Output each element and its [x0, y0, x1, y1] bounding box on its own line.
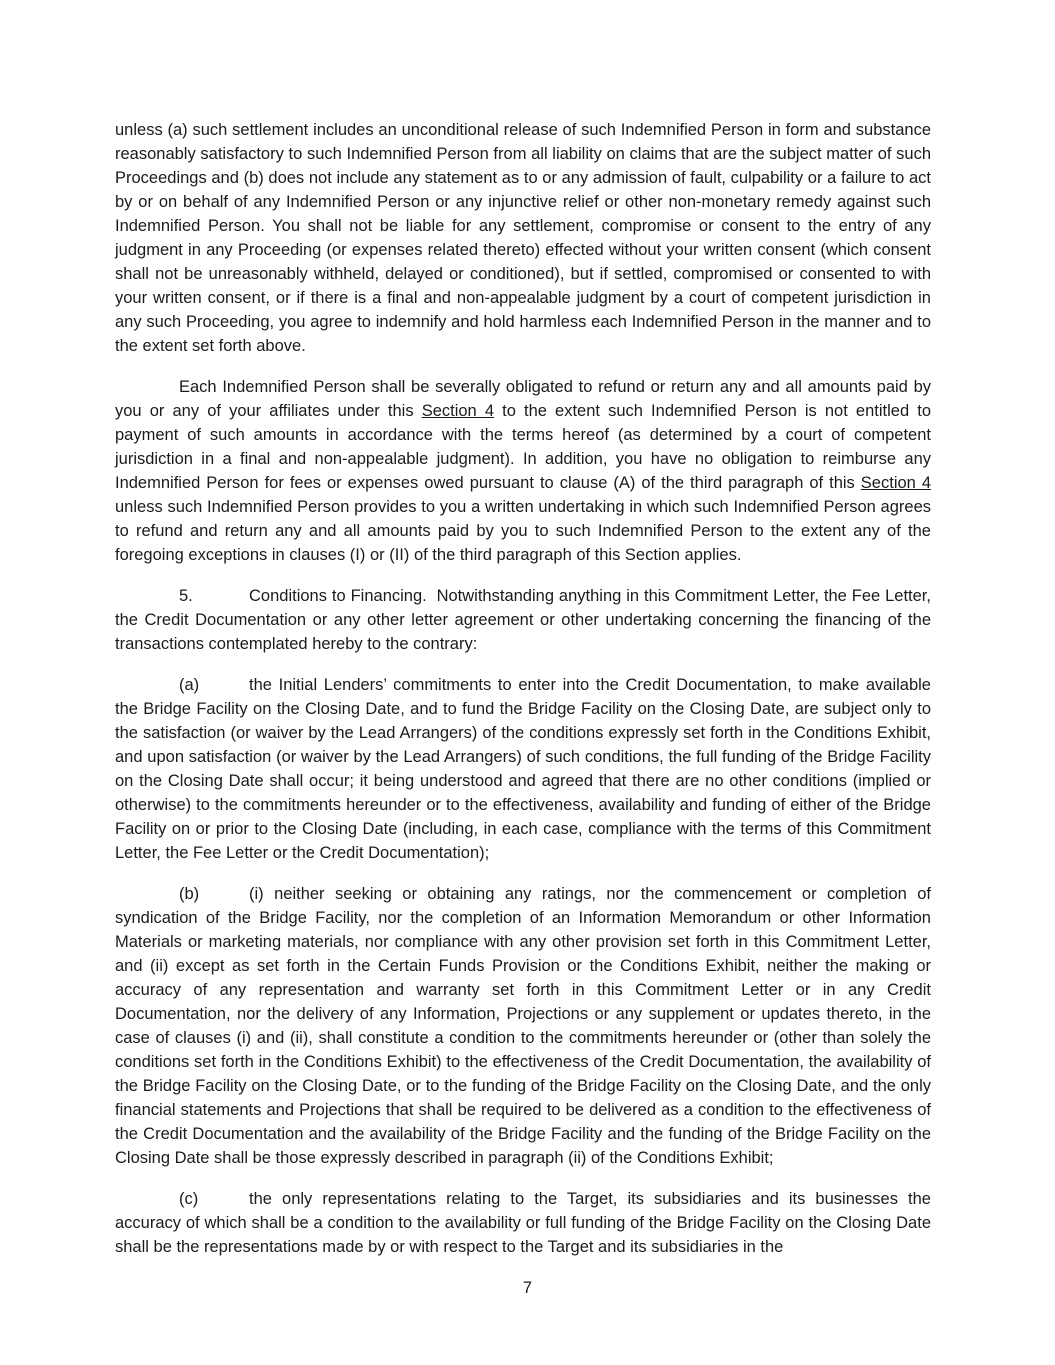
page-number: 7 [522, 1279, 533, 1297]
section-4-reference-2: Section 4 [860, 474, 932, 492]
refund-text-before: Each Indemnified Person shall be severally obligated to refund or return any and all amounts paid by you or any of your affiliates under this [115, 378, 931, 420]
paragraph-clause-b [115, 882, 931, 1170]
paragraph-section-5 [115, 584, 931, 656]
clause-b-label: (b) [179, 885, 200, 903]
paragraph-indemnification-continued: unless (a) such settlement includes an unconditional release of such Indemnified Person in form and substance reasonably satisfactory to such Indemnified Person from all liability on claims that are the subject matter of such Proceedings and (b) does not include any statement as to or any admission of fault, culpability or a failure to act by or on behalf of any Indemnified Person or any injunctive relief or other non-monetary remedy against such Indemnified Person. You shall not be liable for any settlement, compromise or consent to the entry of any judgment in any Proceeding (or expenses related thereto) effected without your written consent (which consent shall not be unreasonably withheld, delayed or conditioned), but if settled, compromised or consented to with your written consent, or if there is a final and non-appealable judgment by a court of competent jurisdiction in any such Proceeding, you agree to indemnify and hold harmless each Indemnified Person in the manner and to the extent set forth above. [115, 121, 931, 355]
section-5-number: 5. [179, 587, 193, 605]
clause-a-label: (a) [179, 676, 200, 694]
clause-b-text: (i) neither seeking or obtaining any ratings, nor the commencement or completion of syndication of the Bridge Facility, nor the completion of an Information Memorandum or other Information Materials or marketing materials, nor compliance with any other provision set forth in this Commitment Letter, and (ii) except as set forth in the Certain Funds Provision or the Conditions Exhibit, neither the making or accuracy of any representation and warranty set forth in this Commitment Letter or in any Credit Documentation, nor the delivery of any Information, Projections or any supplement or updates thereto, in the case of clauses (i) and (ii), shall constitute a condition to the commitments hereunder or (other than solely the conditions set forth in the Conditions Exhibit) to the effectiveness of the Credit Documentation, the availability of the Bridge Facility on the Closing Date, or to the funding of the Bridge Facility on the Closing Date, and the only financial statements and Projections that shall be required to be delivered as a condition to the effectiveness of the Credit Documentation and the availability of the Bridge Facility and the funding of the Bridge Facility on the Closing Date shall be those expressly described in paragraph (ii) of the Conditions Exhibit; [115, 885, 931, 1167]
section-4-reference-1: Section 4 [421, 402, 495, 420]
refund-text-middle: to the extent such Indemnified Person is not entitled to payment of such amounts in accordance with the terms hereof (as determined by a court of competent jurisdiction in a final and non-appealable judgment). In addition, you have no obligation to reimburse any Indemnified Person for fees or expenses owed pursuant to clause (A) of the third paragraph of this [115, 402, 931, 492]
paragraph-clause-a [115, 673, 931, 865]
clause-c-label: (c) [179, 1190, 199, 1208]
refund-text-after: unless such Indemnified Person provides to you a written undertaking in which such Indemnified Person agrees to refund and return any and all amounts paid by you to such Indemnified Person to the extent any of the foregoing exceptions in clauses (I) or (II) of the third paragraph of this Section applies. [115, 498, 931, 564]
clause-c-text: the only representations relating to the Target, its subsidiaries and its businesses the accuracy of which shall be a condition to the availability or full funding of the Bridge Facility on the Closing Date shall be the representations made by or with respect to the Target and its subsidiaries in the [115, 1190, 931, 1256]
section-5-heading: Conditions to Financing. [249, 587, 427, 605]
paragraph-clause-c [115, 1187, 931, 1259]
section-5-body: Notwithstanding anything in this Commitment Letter, the Fee Letter, the Credit Documentation or any other letter agreement or other undertaking concerning the financing of the transactions contemplated hereby to the contrary: [115, 587, 931, 653]
paragraph-refund-obligation [115, 375, 931, 567]
document-content [115, 118, 931, 1259]
clause-a-text: the Initial Lenders’ commitments to enter into the Credit Documentation, to make available the Bridge Facility on the Closing Date, and to fund the Bridge Facility on the Closing Date, are subject only to the satisfaction (or waiver by the Lead Arrangers) of the conditions expressly set forth in the Conditions Exhibit, and upon satisfaction (or waiver by the Lead Arrangers) of such conditions, the full funding of the Bridge Facility on the Closing Date shall occur; it being understood and agreed that there are no other conditions (implied or otherwise) to the commitments hereunder or to the effectiveness, availability and funding of either of the Bridge Facility on or prior to the Closing Date (including, in each case, compliance with the terms of this Commitment Letter, the Fee Letter or the Credit Documentation); [115, 676, 931, 862]
